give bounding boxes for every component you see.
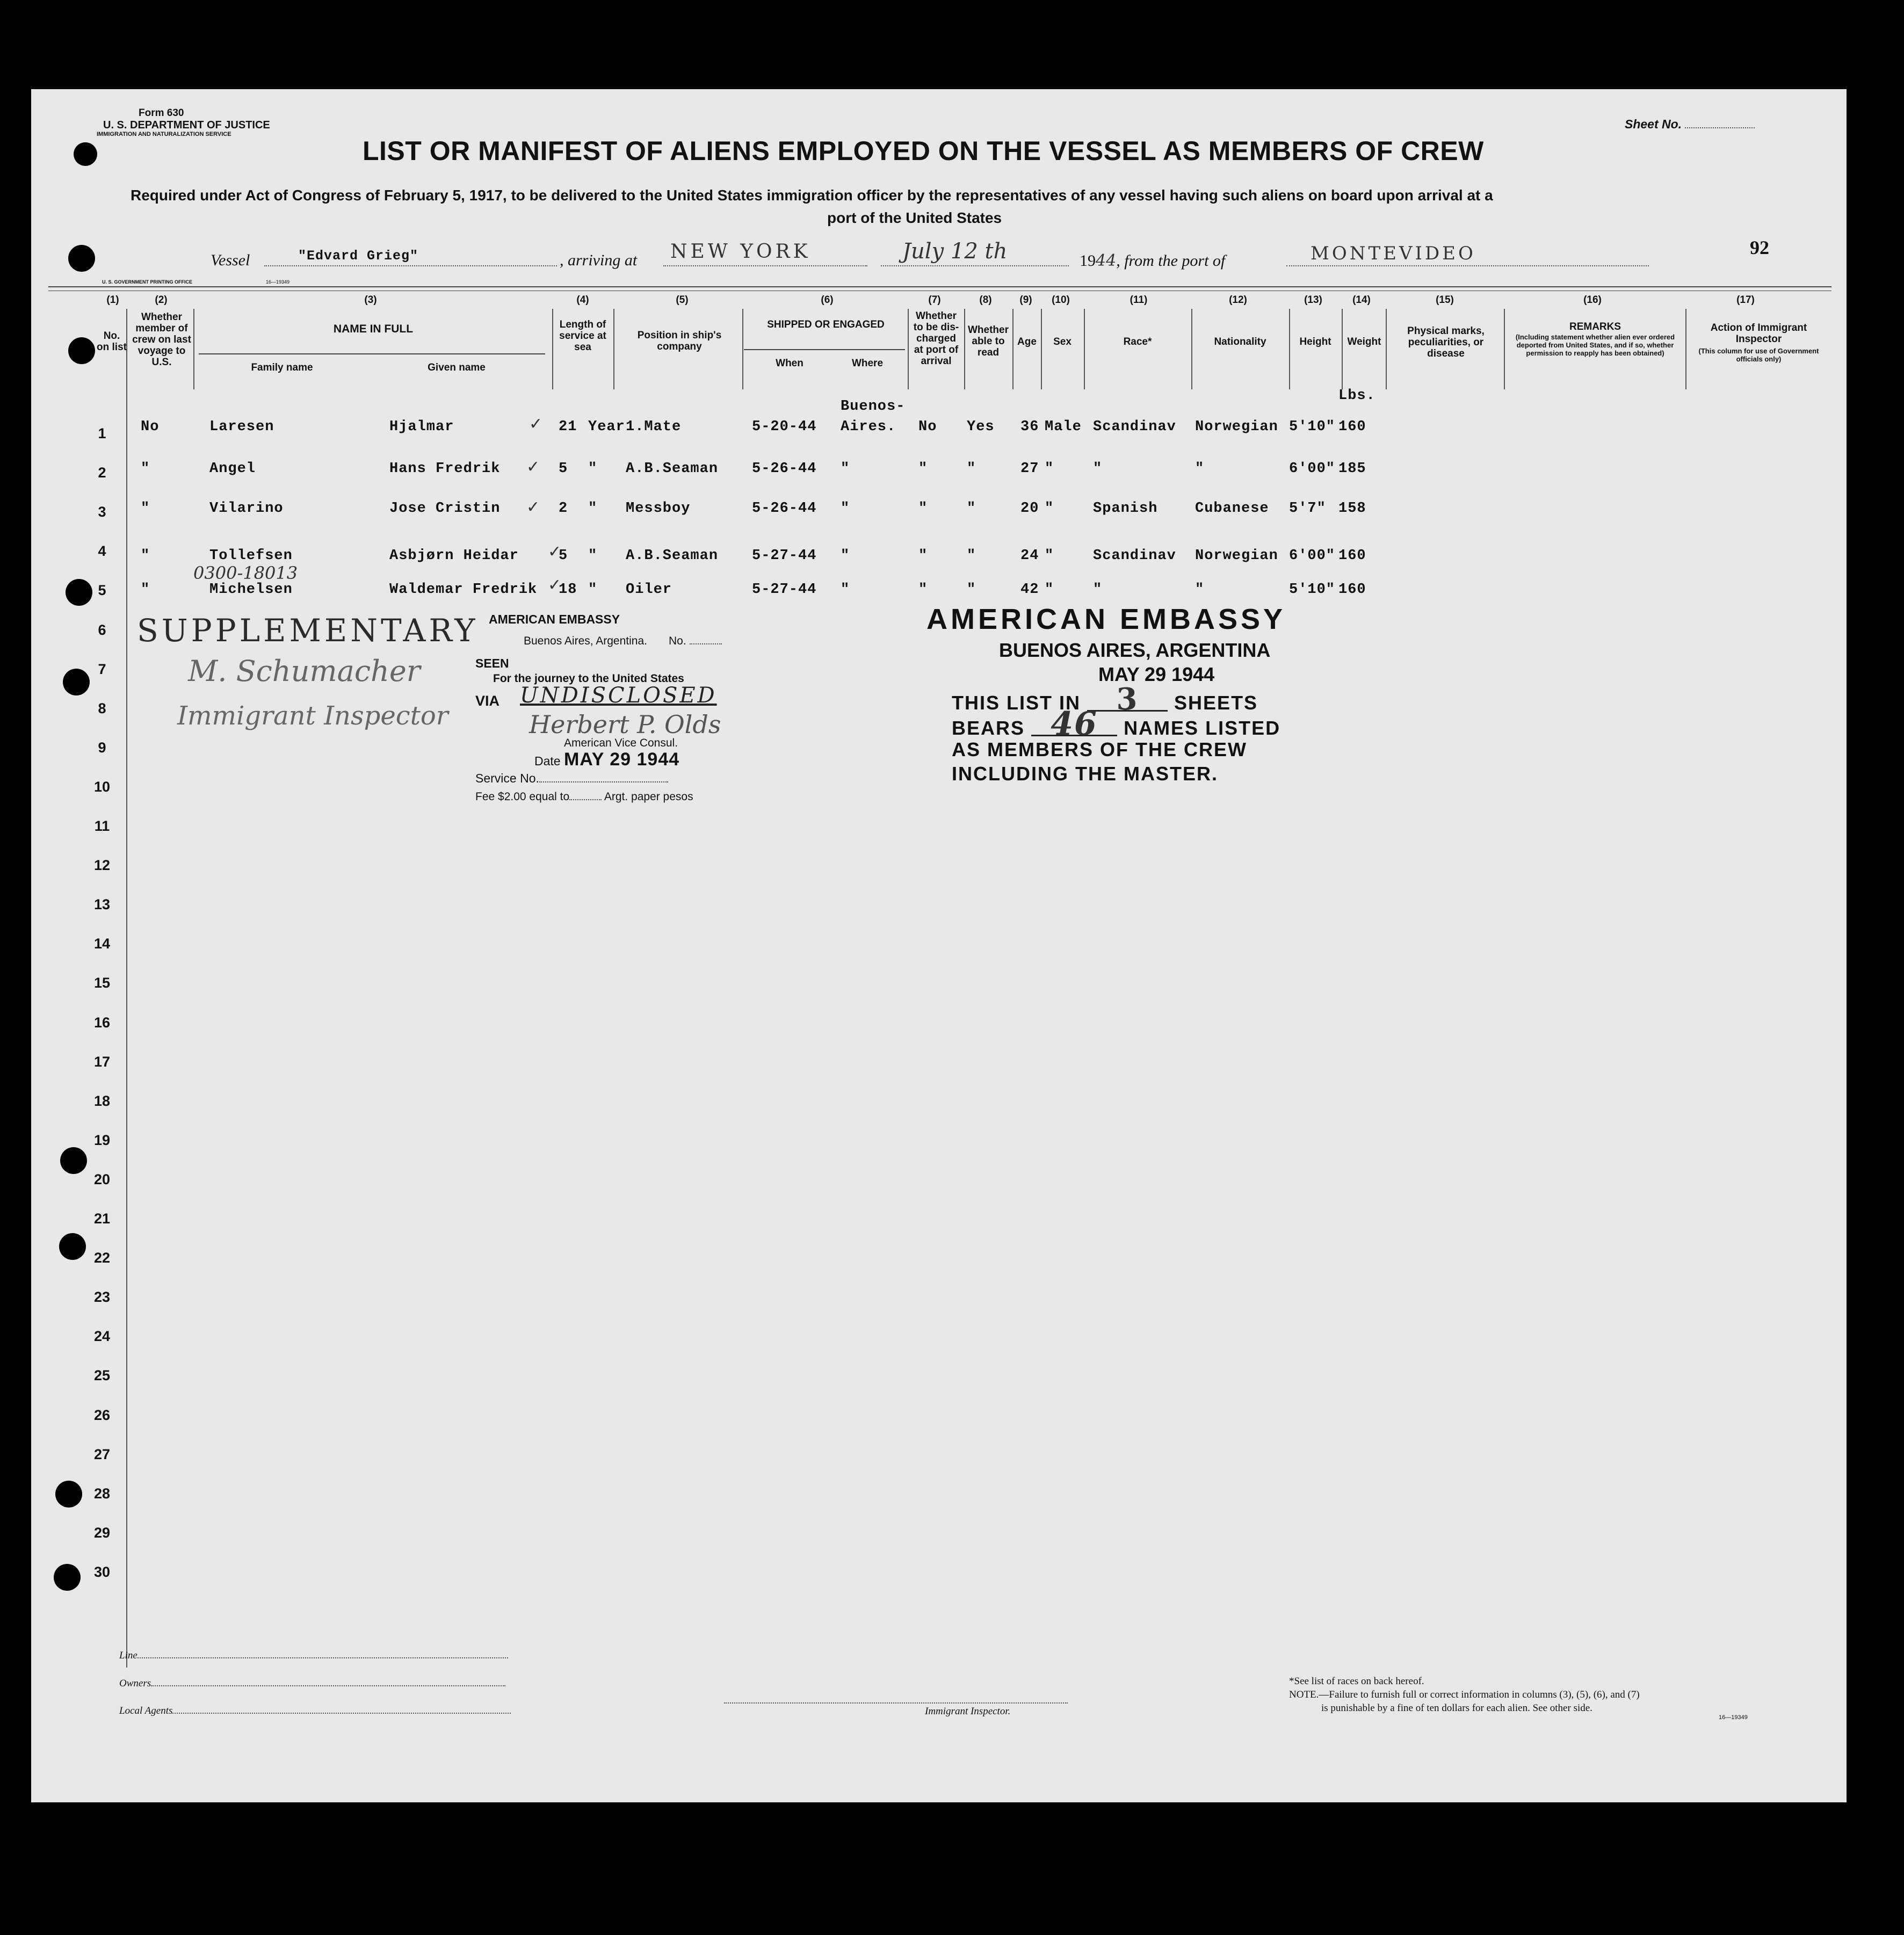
col-num-2: (2) bbox=[155, 294, 168, 306]
age-cell: 36 bbox=[1020, 419, 1039, 435]
position-cell: Messboy bbox=[626, 501, 691, 517]
visa-stamp-via-value: UNDISCLOSED bbox=[520, 683, 717, 708]
row-number: 24 bbox=[93, 1328, 111, 1345]
col-num-14: (14) bbox=[1352, 294, 1371, 306]
form-subtitle-2: port of the United States bbox=[827, 209, 1002, 226]
nationality-cell: Cubanese bbox=[1195, 501, 1269, 517]
arrival-date: July 12 th bbox=[902, 239, 1008, 264]
col-divider bbox=[1041, 309, 1042, 389]
col-header-shipped: SHIPPED OR ENGAGED bbox=[767, 319, 885, 330]
col-divider bbox=[193, 309, 194, 389]
service-name: IMMIGRATION AND NATURALIZATION SERVICE bbox=[97, 131, 231, 137]
sheet-count: 3 bbox=[1087, 689, 1168, 712]
sex-cell: " bbox=[1045, 548, 1054, 564]
col-num-3: (3) bbox=[364, 294, 377, 306]
family-name-cell: Michelsen bbox=[209, 582, 293, 598]
col-num-12: (12) bbox=[1229, 294, 1247, 306]
able-to-read-cell: " bbox=[967, 548, 976, 564]
service-cell: 18 bbox=[559, 582, 577, 598]
penalty-note: NOTE.—Failure to furnish full or correct information in columns (3), (5), (6), and (7) bbox=[1289, 1689, 1640, 1700]
shipped-rule bbox=[744, 349, 905, 350]
family-name-cell: Laresen bbox=[209, 419, 274, 435]
discharged-cell: " bbox=[918, 501, 928, 517]
row-number: 17 bbox=[93, 1053, 111, 1070]
service-unit-cell: " bbox=[588, 501, 598, 517]
printing-code: 16—19349 bbox=[266, 279, 290, 285]
given-name-cell: Jose Cristin bbox=[389, 501, 501, 517]
col-num-10: (10) bbox=[1052, 294, 1070, 306]
row-number: 3 bbox=[98, 504, 106, 520]
visa-stamp-journey: For the journey to the United States bbox=[493, 672, 684, 685]
footer-agents-label bbox=[119, 1705, 511, 1717]
nationality-cell: " bbox=[1195, 461, 1205, 477]
col-header-action: Action of Immigrant Inspector bbox=[1710, 322, 1807, 345]
col-header-where: Where bbox=[851, 358, 884, 369]
visa-date-label: Date bbox=[534, 754, 561, 768]
row-number: 20 bbox=[93, 1171, 111, 1187]
given-name-cell: Waldemar Fredrik bbox=[389, 582, 538, 598]
position-cell: 1.Mate bbox=[626, 419, 682, 435]
col-header-physical: Physical marks, peculiarities, or disease bbox=[1407, 325, 1485, 359]
owners-label: Owners bbox=[119, 1678, 151, 1689]
visa-service-label: Service No. bbox=[475, 771, 539, 785]
col-divider bbox=[552, 309, 553, 389]
nationality-cell: Norwegian bbox=[1195, 548, 1278, 564]
last-voyage-cell: No bbox=[141, 419, 160, 435]
shipped-where-cell: Aires. bbox=[841, 419, 896, 435]
sex-cell: " bbox=[1045, 582, 1054, 598]
height-cell: 6'00" bbox=[1289, 461, 1336, 477]
row-number: 28 bbox=[93, 1485, 111, 1502]
vessel-label: Vessel bbox=[211, 251, 250, 269]
row-number: 11 bbox=[94, 818, 110, 834]
visa-fee-label: Fee $2.00 equal to bbox=[475, 791, 570, 803]
col-header-remarks-note: (Including statement whether alien ever ordered deported from United States, and if so, whether permission to reapply has been obtained) bbox=[1515, 333, 1675, 357]
arriving-label-text: arriving at bbox=[568, 251, 638, 269]
weight-cell: 160 bbox=[1338, 419, 1366, 435]
row-number: 30 bbox=[93, 1563, 111, 1580]
penalty-note-2: is punishable by a fine of ten dollars for each alien. See other side. bbox=[1321, 1702, 1592, 1714]
row-number: 10 bbox=[93, 778, 111, 795]
visa-stamp-city: Buenos Aires, Argentina. bbox=[524, 635, 647, 647]
punch-hole bbox=[60, 1147, 87, 1174]
able-to-read-cell: Yes bbox=[967, 419, 995, 435]
col-num-15: (15) bbox=[1436, 294, 1454, 306]
row-number: 12 bbox=[93, 857, 111, 874]
shipped-where-cell: " bbox=[841, 582, 850, 598]
form-subtitle: Required under Act of Congress of February 5, 1917, to be delivered to the United States immigration officer by the representatives of any vessel having such aliens on board upon arrival at a bbox=[131, 187, 1493, 204]
service-unit-cell: Year bbox=[588, 419, 625, 435]
col-header-nationality: Nationality bbox=[1214, 336, 1266, 347]
visa-date-value: MAY 29 1944 bbox=[563, 749, 680, 770]
year-prefix: 19 bbox=[1080, 252, 1096, 270]
service-cell: 21 bbox=[559, 419, 577, 435]
service-unit-cell: " bbox=[588, 582, 598, 598]
embassy-names-label: NAMES LISTED bbox=[1124, 717, 1281, 739]
arriving-field[interactable] bbox=[663, 263, 867, 266]
check-mark: ✓ bbox=[526, 498, 540, 517]
vessel-name: "Edvard Grieg" bbox=[298, 248, 419, 264]
printing-office: U. S. GOVERNMENT PRINTING OFFICE bbox=[102, 279, 193, 285]
col-header-race: Race* bbox=[1123, 336, 1152, 347]
name-rule bbox=[199, 353, 545, 354]
footer-inspector-label: Immigrant Inspector. bbox=[925, 1706, 1011, 1717]
inspector-signature: M. Schumacher bbox=[188, 654, 421, 688]
departure-port: MONTEVIDEO bbox=[1311, 243, 1476, 264]
col-header-weight: Weight bbox=[1347, 336, 1381, 347]
year-value: 44 bbox=[1096, 251, 1117, 270]
col-header-sex: Sex bbox=[1053, 336, 1072, 347]
discharged-cell: " bbox=[918, 582, 928, 598]
col-divider bbox=[1012, 309, 1013, 389]
col-header-position: Position in ship's company bbox=[637, 330, 722, 352]
row-number: 9 bbox=[98, 739, 106, 756]
age-cell: 27 bbox=[1020, 461, 1039, 477]
col-header-service: Length of service at sea bbox=[559, 319, 606, 353]
age-cell: 24 bbox=[1020, 548, 1039, 564]
races-note: *See list of races on back hereof. bbox=[1289, 1676, 1424, 1687]
punch-hole bbox=[68, 245, 95, 272]
visa-stamp-service bbox=[475, 771, 668, 786]
row-number: 26 bbox=[93, 1407, 111, 1423]
punch-hole bbox=[74, 142, 97, 166]
weight-unit: Lbs. bbox=[1338, 388, 1375, 404]
race-cell: " bbox=[1093, 582, 1103, 598]
col-divider bbox=[908, 309, 909, 389]
height-cell: 5'10" bbox=[1289, 419, 1336, 435]
department: U. S. DEPARTMENT OF JUSTICE bbox=[103, 119, 270, 131]
embassy-stamp-city: BUENOS AIRES, ARGENTINA bbox=[999, 639, 1271, 661]
col-header-no: No. on list bbox=[97, 330, 127, 353]
footer-code: 16—19349 bbox=[1719, 1714, 1748, 1721]
row-number: 4 bbox=[98, 543, 106, 560]
col-divider bbox=[1289, 309, 1290, 389]
col-header-last-voyage: Whether member of crew on last voyage to U.S. bbox=[132, 311, 191, 368]
service-unit-cell: " bbox=[588, 461, 598, 477]
last-voyage-cell: " bbox=[141, 582, 150, 598]
nationality-cell: Norwegian bbox=[1195, 419, 1278, 435]
family-name-cell: Angel bbox=[209, 461, 256, 477]
inspector-title-handwritten: Immigrant Inspector bbox=[177, 701, 448, 731]
discharged-cell: No bbox=[918, 419, 937, 435]
service-cell: 5 bbox=[559, 461, 568, 477]
col-num-6: (6) bbox=[821, 294, 834, 306]
sheet-label: Sheet No. bbox=[1625, 117, 1682, 131]
col-header-name: NAME IN FULL bbox=[333, 323, 414, 335]
inspector-signature-field[interactable] bbox=[724, 1701, 1068, 1704]
visa-stamp-date bbox=[534, 749, 679, 770]
header-rule bbox=[48, 286, 1831, 287]
last-voyage-cell: " bbox=[141, 548, 150, 564]
embassy-list-label: THIS LIST IN bbox=[952, 692, 1081, 714]
row-number: 18 bbox=[93, 1092, 111, 1109]
height-cell: 5'10" bbox=[1289, 582, 1336, 598]
supplementary-note: SUPPLEMENTARY bbox=[137, 612, 479, 649]
embassy-stamp-master: INCLUDING THE MASTER. bbox=[952, 763, 1218, 785]
agents-field[interactable] bbox=[172, 1713, 511, 1714]
embassy-stamp-bears bbox=[952, 705, 1281, 743]
file-number: 0300-18013 bbox=[193, 563, 298, 583]
last-voyage-cell: " bbox=[141, 501, 150, 517]
row-number: 22 bbox=[93, 1250, 111, 1266]
col-divider bbox=[613, 309, 614, 389]
line-label: Line bbox=[119, 1650, 137, 1661]
sex-cell: Male bbox=[1045, 419, 1082, 435]
col-divider bbox=[1685, 309, 1686, 389]
row-number: 5 bbox=[98, 582, 106, 599]
col-header-height: Height bbox=[1299, 336, 1331, 347]
arriving-label: , arriving at bbox=[560, 251, 638, 269]
age-cell: 42 bbox=[1020, 582, 1039, 598]
col-header-discharged: Whether to be dis-charged at port of arrival bbox=[913, 310, 959, 367]
row-number: 2 bbox=[98, 465, 106, 481]
weight-cell: 158 bbox=[1338, 501, 1366, 517]
owners-field[interactable] bbox=[151, 1685, 505, 1686]
embassy-stamp-title: AMERICAN EMBASSY bbox=[926, 603, 1286, 635]
row-number: 29 bbox=[93, 1524, 111, 1541]
discharged-cell: " bbox=[918, 548, 928, 564]
shipped-when-cell: 5-27-44 bbox=[752, 582, 817, 598]
col-num-9: (9) bbox=[1019, 294, 1032, 306]
col-num-8: (8) bbox=[979, 294, 992, 306]
col-divider bbox=[1386, 309, 1387, 389]
age-cell: 20 bbox=[1020, 501, 1039, 517]
able-to-read-cell: " bbox=[967, 461, 976, 477]
col-divider bbox=[1191, 309, 1192, 389]
shipped-when-cell: 5-26-44 bbox=[752, 501, 817, 517]
embassy-stamp-members: AS MEMBERS OF THE CREW bbox=[952, 738, 1248, 760]
position-cell: Oiler bbox=[626, 582, 672, 598]
row-number: 16 bbox=[93, 1014, 111, 1031]
form-title: LIST OR MANIFEST OF ALIENS EMPLOYED ON THE VESSEL AS MEMBERS OF CREW bbox=[363, 136, 1484, 166]
col-num-7: (7) bbox=[928, 294, 941, 306]
race-cell: Scandinav bbox=[1093, 419, 1176, 435]
col-header-given: Given name bbox=[428, 362, 486, 373]
col-divider bbox=[742, 309, 743, 389]
service-cell: 2 bbox=[559, 501, 568, 517]
discharged-cell: " bbox=[918, 461, 928, 477]
row-number: 19 bbox=[93, 1132, 111, 1148]
col-header-family: Family name bbox=[251, 362, 313, 373]
col-divider bbox=[1342, 309, 1343, 389]
name-count: 46 bbox=[1031, 713, 1117, 736]
nationality-cell: " bbox=[1195, 582, 1205, 598]
col-num-16: (16) bbox=[1583, 294, 1602, 306]
weight-cell: 160 bbox=[1338, 548, 1366, 564]
footer-line-label bbox=[119, 1650, 508, 1662]
visa-stamp-via-label: VIA bbox=[475, 693, 500, 709]
col-num-1: (1) bbox=[106, 294, 119, 306]
col-header-remarks: REMARKS bbox=[1569, 321, 1621, 332]
family-name-cell: Tollefsen bbox=[209, 548, 293, 564]
check-mark: ✓ bbox=[548, 542, 562, 561]
row-number: 8 bbox=[98, 700, 106, 716]
able-to-read-cell: " bbox=[967, 582, 976, 598]
col-divider bbox=[1504, 309, 1505, 389]
race-cell: Spanish bbox=[1093, 501, 1158, 517]
visa-no-label: No. bbox=[669, 635, 686, 647]
shipped-where-cell-line1: Buenos- bbox=[841, 398, 906, 415]
punch-hole bbox=[68, 337, 95, 364]
sex-cell: " bbox=[1045, 501, 1054, 517]
height-cell: 6'00" bbox=[1289, 548, 1336, 564]
visa-stamp-fee bbox=[475, 791, 693, 803]
shipped-where-cell: " bbox=[841, 501, 850, 517]
check-mark: ✓ bbox=[548, 576, 562, 595]
family-name-cell: Vilarino bbox=[209, 501, 284, 517]
col-num-5: (5) bbox=[676, 294, 689, 306]
from-label: , from the port of bbox=[1116, 252, 1226, 270]
last-voyage-cell: " bbox=[141, 461, 150, 477]
race-cell: Scandinav bbox=[1093, 548, 1176, 564]
sex-cell: " bbox=[1045, 461, 1054, 477]
embassy-sheets-label: SHEETS bbox=[1174, 692, 1258, 714]
col-header-age: Age bbox=[1017, 336, 1037, 347]
given-name-cell: Hjalmar bbox=[389, 419, 454, 435]
arriving-port: NEW YORK bbox=[670, 241, 811, 263]
check-mark: ✓ bbox=[526, 458, 540, 476]
position-cell: A.B.Seaman bbox=[626, 548, 719, 564]
shipped-when-cell: 5-27-44 bbox=[752, 548, 817, 564]
col-num-13: (13) bbox=[1304, 294, 1322, 306]
embassy-bears-label: BEARS bbox=[952, 717, 1025, 739]
given-name-cell: Asbjørn Heidar bbox=[389, 548, 519, 564]
agents-label: Local Agents bbox=[119, 1705, 173, 1716]
visa-fee-suffix: Argt. paper pesos bbox=[604, 791, 693, 803]
height-cell: 5'7" bbox=[1289, 501, 1326, 517]
check-mark: ✓ bbox=[529, 415, 543, 433]
row-number: 14 bbox=[93, 936, 111, 952]
col-header-action-note: (This column for use of Government officials only) bbox=[1698, 347, 1819, 363]
embassy-stamp-sheets bbox=[952, 682, 1258, 717]
col-num-11: (11) bbox=[1130, 294, 1148, 306]
page-number: 92 bbox=[1750, 237, 1769, 258]
able-to-read-cell: " bbox=[967, 501, 976, 517]
race-cell: " bbox=[1093, 461, 1103, 477]
consul-signature: Herbert P. Olds bbox=[529, 710, 721, 739]
form-number: Form 630 bbox=[139, 107, 184, 119]
sheet-number-field[interactable] bbox=[1685, 127, 1755, 128]
col-header-read: Whether able to read bbox=[968, 324, 1009, 358]
weight-cell: 185 bbox=[1338, 461, 1366, 477]
row-number: 6 bbox=[98, 621, 106, 638]
shipped-where-cell: " bbox=[841, 548, 850, 564]
row-number: 7 bbox=[98, 661, 106, 677]
service-cell: 5 bbox=[559, 548, 568, 564]
row-number: 21 bbox=[93, 1211, 111, 1227]
row-number: 25 bbox=[93, 1367, 111, 1384]
year-line bbox=[1080, 251, 1225, 270]
col-num-17: (17) bbox=[1736, 294, 1755, 306]
shipped-when-cell: 5-26-44 bbox=[752, 461, 817, 477]
shipped-when-cell: 5-20-44 bbox=[752, 419, 817, 435]
line-field[interactable] bbox=[137, 1657, 508, 1658]
row-number: 23 bbox=[93, 1289, 111, 1306]
visa-stamp-seen: SEEN bbox=[475, 656, 509, 670]
row-number: 1 bbox=[98, 425, 106, 441]
service-unit-cell: " bbox=[588, 548, 598, 564]
sheet-number-label bbox=[1625, 117, 1755, 132]
col-divider bbox=[1084, 309, 1085, 389]
visa-stamp-vice-consul: American Vice Consul. bbox=[564, 737, 678, 749]
weight-cell: 160 bbox=[1338, 582, 1366, 598]
col-num-4: (4) bbox=[576, 294, 589, 306]
row-number: 15 bbox=[93, 975, 111, 991]
embassy-stamp-date: MAY 29 1944 bbox=[1098, 663, 1215, 685]
row-number: 27 bbox=[93, 1446, 111, 1462]
shipped-where-cell: " bbox=[841, 461, 850, 477]
col-header-when: When bbox=[776, 358, 803, 369]
visa-stamp-no bbox=[669, 635, 722, 648]
visa-stamp-embassy: AMERICAN EMBASSY bbox=[489, 612, 620, 626]
footer-owners-label bbox=[119, 1678, 505, 1690]
position-cell: A.B.Seaman bbox=[626, 461, 719, 477]
row-number: 13 bbox=[93, 896, 111, 913]
given-name-cell: Hans Fredrik bbox=[389, 461, 501, 477]
